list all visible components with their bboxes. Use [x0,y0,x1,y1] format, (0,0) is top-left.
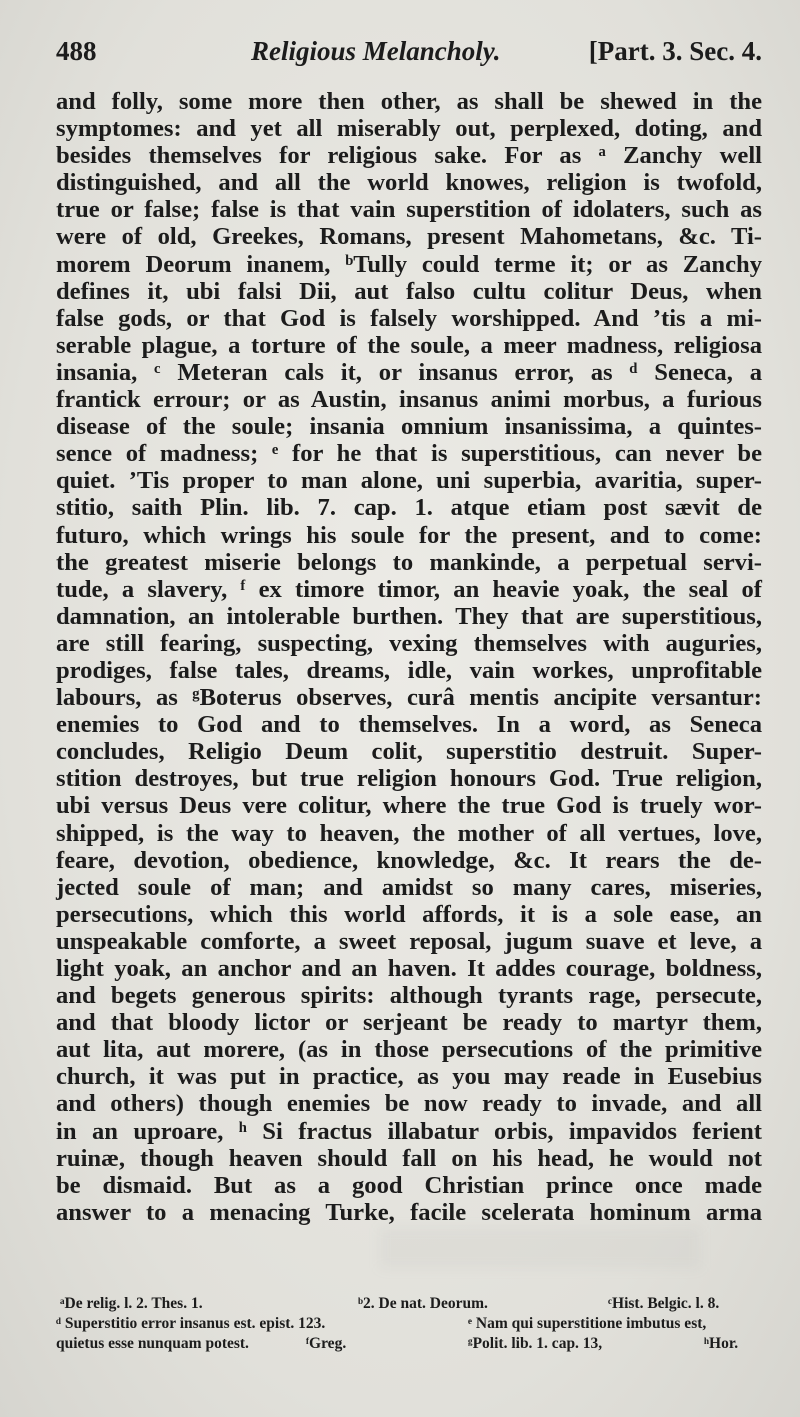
text-line: quiet. ’Tis proper to man alone, uni superbia, avaritia, super- [56,467,762,495]
text-line: frantick errour; or as Austin, insanus animi morbus, a furious [56,386,762,414]
text-line: disease of the soule; insania omnium insanissima, a quintes- [56,413,762,441]
text-line: symptomes: and yet all miserably out, perplexed, doting, and [56,115,762,143]
text-line: light yoak, an anchor and an haven. It addes courage, boldness, [56,955,762,982]
footnote-row [56,1294,762,1314]
footnotes [56,1294,762,1354]
text-line: persecutions, which this world affords, it is a sole ease, an [56,900,762,928]
footnote-f: ᶠGreg. [306,1335,347,1352]
text-line: concludes, Religio Deum colit, superstitio destruit. Super- [56,738,762,766]
text-line: the greatest miserie belongs to mankinde, a perpetual servi- [56,548,762,576]
running-title: Religious Melancholy. [251,36,501,66]
text-line: distinguished, and all the world knowes, religion is twofold, [56,169,762,197]
page-number: 488 [56,36,97,66]
text-line: damnation, an intolerable burthen. They that are superstitious, [56,602,762,630]
footnote-h: ʰHor. [704,1335,739,1352]
text-line: and begets generous spirits: although tyrants rage, persecute, [56,982,762,1010]
body-text [56,88,762,1226]
text-line: be dismaid. But as a good Christian prince once made [56,1171,762,1199]
text-line: ubi versus Deus vere colitur, where the true God is truely wor- [56,792,762,820]
footnote-e: ᵉ Nam qui superstitione imbutus est, [468,1315,707,1332]
footnote-row [56,1334,762,1354]
text-line: in an uproare, ʰ Si fractus illabatur orbis, impavidos ferient [56,1117,762,1145]
text-line: defines it, ubi falsi Dii, aut falso cultu colitur Deus, when [56,277,762,305]
running-header [56,36,762,76]
text-line: ruinæ, though heaven should fall on his head, he would not [56,1144,762,1172]
text-line: stition destroyes, but true religion honours God. True religion, [56,765,762,793]
footnote-b: ᵇ2. De nat. Deorum. [358,1295,488,1312]
footnote-row [56,1314,762,1334]
text-line: and others) though enemies be now ready to invade, and all [56,1090,762,1118]
text-line: false gods, or that God is falsely worshipped. And ’tis a mi- [56,304,762,332]
section-reference: [Part. 3. Sec. 4. [588,36,762,66]
text-line: answer to a menacing Turke, facile scelerata hominum arma [56,1198,762,1226]
text-line: feare, devotion, obedience, knowledge, &c. It rears the de- [56,846,762,874]
text-line: enemies to God and to themselves. In a word, as Seneca [56,711,762,739]
text-line: serable plague, a torture of the soule, a meer madness, religiosa [56,331,762,359]
text-line: were of old, Greekes, Romans, present Mahometans, &c. Ti- [56,223,762,251]
text-line: aut lita, aut morere, (as in those persecutions of the primitive [56,1036,762,1064]
text-line: and that bloody lictor or serjeant be ready to martyr them, [56,1009,762,1037]
text-line: church, it was put in practice, as you may reade in Eusebius [56,1063,762,1091]
text-line: stitio, saith Plin. lib. 7. cap. 1. atque etiam post sævit de [56,494,762,522]
text-line: sence of madness; ᵉ for he that is superstitious, can never be [56,440,762,468]
text-line: and folly, some more then other, as shall be shewed in the [56,88,762,115]
bleed-through-smudge [380,1228,700,1268]
text-line: are still fearing, suspecting, vexing themselves with auguries, [56,629,762,657]
text-line: besides themselves for religious sake. For as ᵃ Zanchy well [56,142,762,170]
text-line: futuro, which wrings his soule for the present, and to come: [56,521,762,549]
text-line: shipped, is the way to heaven, the mother of all vertues, love, [56,819,762,847]
text-line: unspeakable comforte, a sweet reposal, jugum suave et leve, a [56,927,762,955]
text-line: insania, ᶜ Meteran cals it, or insanus error, as ᵈ Seneca, a [56,358,762,386]
footnote-g: ᵍPolit. lib. 1. cap. 13, [468,1335,603,1352]
text-line: prodiges, false tales, dreams, idle, vain workes, unprofitable [56,656,762,684]
footnote-d-cont: quietus esse nunquam potest. [56,1335,249,1352]
text-line: true or false; false is that vain superstition of idolaters, such as [56,196,762,224]
footnote-a: ᵃDe relig. l. 2. Thes. 1. [60,1295,203,1312]
text-line: jected soule of man; and amidst so many cares, miseries, [56,873,762,901]
text-line: tude, a slavery, ᶠ ex timore timor, an heavie yoak, the seal of [56,575,762,603]
footnote-d: ᵈ Superstitio error insanus est. epist. 123. [56,1315,326,1332]
footnote-c: ᶜHist. Belgic. l. 8. [608,1295,720,1312]
text-line: labours, as ᵍBoterus observes, curâ mentis ancipite versantur: [56,684,762,712]
text-line: morem Deorum inanem, ᵇTully could terme it; or as Zanchy [56,250,762,278]
